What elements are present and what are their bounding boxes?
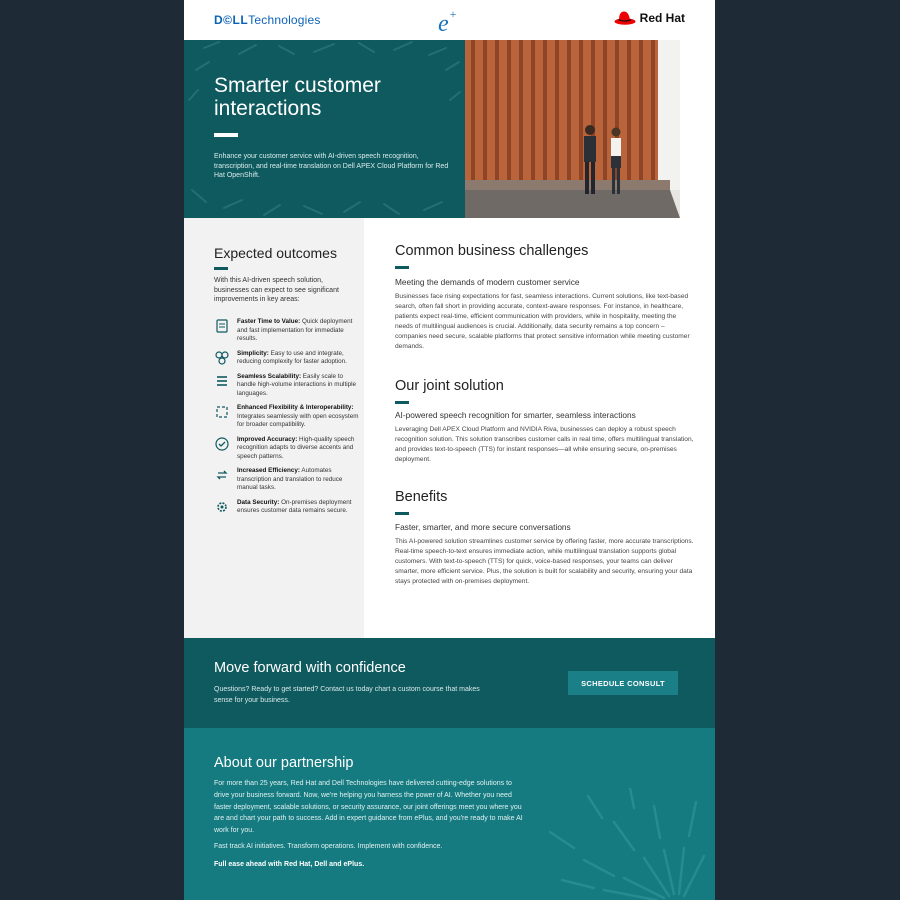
cta-banner	[184, 638, 715, 728]
challenges-heading: Common business challenges	[395, 243, 589, 259]
hero-pattern-graphic	[184, 40, 464, 218]
solution-subheading: AI-powered speech recognition for smarter, seamless interactions	[395, 410, 636, 420]
cta-heading: Move forward with confidence	[214, 660, 406, 676]
challenges-body: Businesses face rising expectations for fast, seamless interactions. Current solutions, like text-based search, often fall short in providing accurate, context-aware responses. For instance, in healthcare, patients expect real-time, efficient communication with providers, while in hospitality, meeting the needs of multilingual audiences is crucial. Additionally, data security remains a top concern – companies need secure, scalable platforms that protect sensitive information while meeting customer demands.	[395, 293, 690, 350]
hero-description: Enhance your customer service with AI-driven speech recognition, transcription, and real-time translation on Dell APEX Cloud Platform for Red Hat OpenShift.	[214, 153, 449, 179]
challenges-subheading: Meeting the demands of modern customer service	[395, 277, 580, 287]
benefits-body: This AI-powered solution streamlines customer service by offering faster, more accurate transcriptions. Real-time speech-to-text ensures immediate action, while multilingual translation supports global customers. With text-to-speech (TTS) for quick, voice-based responses, your teams can deliver smarter, more efficient service. Plus, the solution is built for scalability and security, ensuring your data stays protected with on-premises deployment.	[395, 538, 694, 585]
about-heading: About our partnership	[214, 755, 354, 771]
outcome-item-scalability: Seamless Scalability: Easily scale to handle high-volume interactions in multiple languages.	[214, 373, 359, 399]
solution-body: Leveraging Dell APEX Cloud Platform and NVIDIA Riva, businesses can deploy a robust speech recognition solution. This solution transcribes customer calls in real time, offers multilingual translation, and provides text-to-speech (TTS) for instant responses—all while ensuring secure, on-premises deployment.	[395, 426, 694, 463]
benefits-subheading: Faster, smarter, and more secure conversations	[395, 522, 571, 532]
schedule-consult-button[interactable]: SCHEDULE CONSULT	[568, 671, 678, 695]
document-icon	[214, 318, 230, 334]
about-tagline: Fast track AI initiatives. Transform operations. Implement with confidence.	[214, 843, 443, 850]
outcomes-intro: With this AI-driven speech solution, businesses can expect to see significant improvements in key areas:	[214, 277, 339, 303]
about-closing: Full ease ahead with Red Hat, Dell and ePlus.	[214, 861, 365, 868]
expected-outcomes-panel	[184, 218, 364, 638]
hero-title: Smarter customer interactions	[214, 74, 381, 120]
about-partnership-section	[184, 728, 715, 900]
cta-text: Questions? Ready to get started? Contact us today chart a custom course that makes sense for your business.	[214, 686, 480, 704]
outcome-item-efficiency: Increased Efficiency: Automates transcription and translation to reduce manual tasks.	[214, 467, 359, 493]
redhat-hat-icon	[614, 10, 636, 26]
hero-banner	[184, 40, 715, 218]
solution-heading: Our joint solution	[395, 378, 504, 394]
check-badge-icon	[214, 436, 230, 452]
benefits-heading: Benefits	[395, 489, 448, 505]
challenges-underline	[395, 266, 409, 269]
outcome-item-accuracy: Improved Accuracy: High-quality speech recognition adapts to diverse accents and speech patterns.	[214, 436, 359, 462]
outcome-item-security: Data Security: On-premises deployment ensures customer data remains secure.	[214, 499, 359, 516]
outcomes-heading: Expected outcomes	[214, 245, 337, 261]
outcome-item-faster-time: Faster Time to Value: Quick deployment and fast implementation for immediate results.	[214, 318, 359, 344]
secure-gear-icon	[214, 499, 230, 515]
solution-underline	[395, 401, 409, 404]
redhat-logo: Red Hat	[614, 10, 685, 26]
refresh-icon	[214, 467, 230, 483]
outcomes-list	[214, 318, 359, 522]
eplus-logo: e+	[438, 7, 457, 37]
outcome-item-flexibility: Enhanced Flexibility & Interoperability: Integrates seamlessly with open ecosystem for broader compatibility.	[214, 404, 359, 430]
hero-photo-corridor	[465, 40, 715, 218]
document-page	[184, 0, 715, 900]
outcomes-underline	[214, 267, 228, 270]
logo-header	[184, 0, 715, 40]
dell-technologies-logo: D©LLTechnologies	[214, 13, 321, 27]
network-icon	[214, 350, 230, 366]
layers-icon	[214, 373, 230, 389]
outcome-item-simplicity: Simplicity: Easy to use and integrate, reducing complexity for faster adoption.	[214, 350, 359, 367]
frame-icon	[214, 404, 230, 420]
about-body: For more than 25 years, Red Hat and Dell Technologies have delivered cutting-edge solutions to drive your business forward. Now, we're helping you harness the power of AI. Whether you need faster deployment, scalable solutions, or security assurance, our joint offerings meet you where you are and chart your path to success. Add in expert guidance from ePlus, and you're ready to make AI work for you.	[214, 780, 523, 835]
benefits-underline	[395, 512, 409, 515]
title-underline	[214, 133, 238, 137]
